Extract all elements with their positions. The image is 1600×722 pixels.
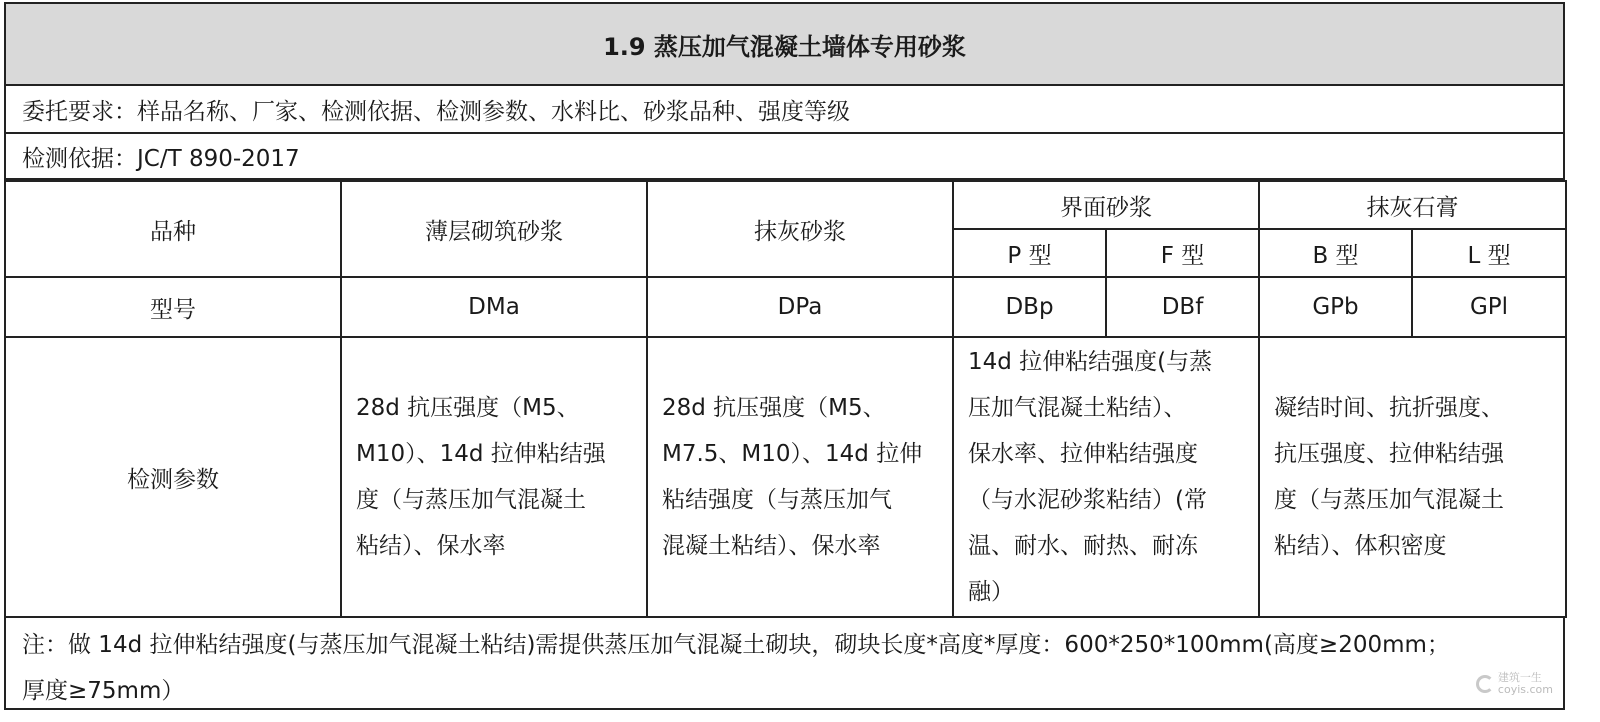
param-plaster-cell: [647, 337, 953, 617]
param-label-cell: 检测参数: [5, 337, 341, 617]
model-l-cell: GPl: [1412, 277, 1566, 337]
note-line-1: 注：做 14d 拉伸粘结强度(与蒸压加气混凝土粘结)需提供蒸压加气混凝土砌块，砌块长度*高度*厚度：600*250*100mm(高度≥200mm；: [22, 632, 1450, 658]
param-line: 抗压强度、拉伸粘结强: [1274, 441, 1504, 467]
param-line: 压加气混凝土粘结）、: [968, 395, 1187, 421]
note-section: [4, 618, 1565, 710]
note-line-2: 厚度≥75mm）: [22, 678, 185, 704]
parameter-row: [5, 337, 1566, 617]
document-page: [4, 2, 1565, 710]
model-f-cell: DBf: [1106, 277, 1259, 337]
param-line: M7.5、M10）、14d 拉伸: [662, 441, 923, 467]
b-type-header: B 型: [1259, 229, 1412, 277]
param-line: 粘结强度（与蒸压加气: [662, 487, 892, 513]
model-plaster-cell: DPa: [647, 277, 953, 337]
model-row: [5, 277, 1566, 337]
model-p-cell: DBp: [953, 277, 1106, 337]
param-line: 温、耐水、耐热、耐冻: [968, 533, 1198, 559]
param-line: 粘结）、保水率: [356, 533, 506, 559]
spec-table: [4, 180, 1567, 618]
param-line: （与水泥砂浆粘结）(常: [968, 487, 1207, 513]
param-line: 28d 抗压强度（M5、: [356, 395, 580, 421]
param-gypsum-cell: [1259, 337, 1566, 617]
param-line: M10）、14d 拉伸粘结强: [356, 441, 606, 467]
plaster-mortar-header: 抹灰砂浆: [647, 181, 953, 277]
test-basis-text: 检测依据：JC/T 890-2017: [4, 134, 1565, 180]
thin-mortar-header: 薄层砌筑砂浆: [341, 181, 647, 277]
param-line: 14d 拉伸粘结强度(与蒸: [968, 349, 1213, 375]
coyis-logo-icon: [1476, 675, 1494, 693]
param-line: 粘结）、体积密度: [1274, 533, 1447, 559]
model-b-cell: GPb: [1259, 277, 1412, 337]
param-line: 凝结时间、抗折强度、: [1274, 395, 1504, 421]
param-thin-cell: [341, 337, 647, 617]
param-interface-cell: [953, 337, 1259, 617]
requirement-text: 委托要求：样品名称、厂家、检测依据、检测参数、水料比、砂浆品种、强度等级: [4, 86, 1565, 134]
watermark-url: coyis.com: [1497, 683, 1553, 696]
param-line: 28d 抗压强度（M5、: [662, 395, 886, 421]
model-label-cell: 型号: [5, 277, 341, 337]
watermark: [1476, 672, 1553, 696]
plaster-gypsum-header: 抹灰石膏: [1259, 181, 1566, 229]
variety-label-cell: 品种: [5, 181, 341, 277]
page-title: 1.9 蒸压加气混凝土墙体专用砂浆: [4, 2, 1565, 86]
p-type-header: P 型: [953, 229, 1106, 277]
param-line: 度（与蒸压加气混凝土: [1274, 487, 1504, 513]
l-type-header: L 型: [1412, 229, 1566, 277]
table-header-row: [5, 181, 1566, 229]
param-line: 度（与蒸压加气混凝土: [356, 487, 586, 513]
watermark-cn: 建筑一生: [1497, 671, 1542, 684]
param-line: 融）: [968, 579, 1014, 605]
param-line: 保水率、拉伸粘结强度: [968, 441, 1198, 467]
param-line: 混凝土粘结）、保水率: [662, 533, 881, 559]
model-thin-cell: DMa: [341, 277, 647, 337]
interface-mortar-header: 界面砂浆: [953, 181, 1259, 229]
f-type-header: F 型: [1106, 229, 1259, 277]
